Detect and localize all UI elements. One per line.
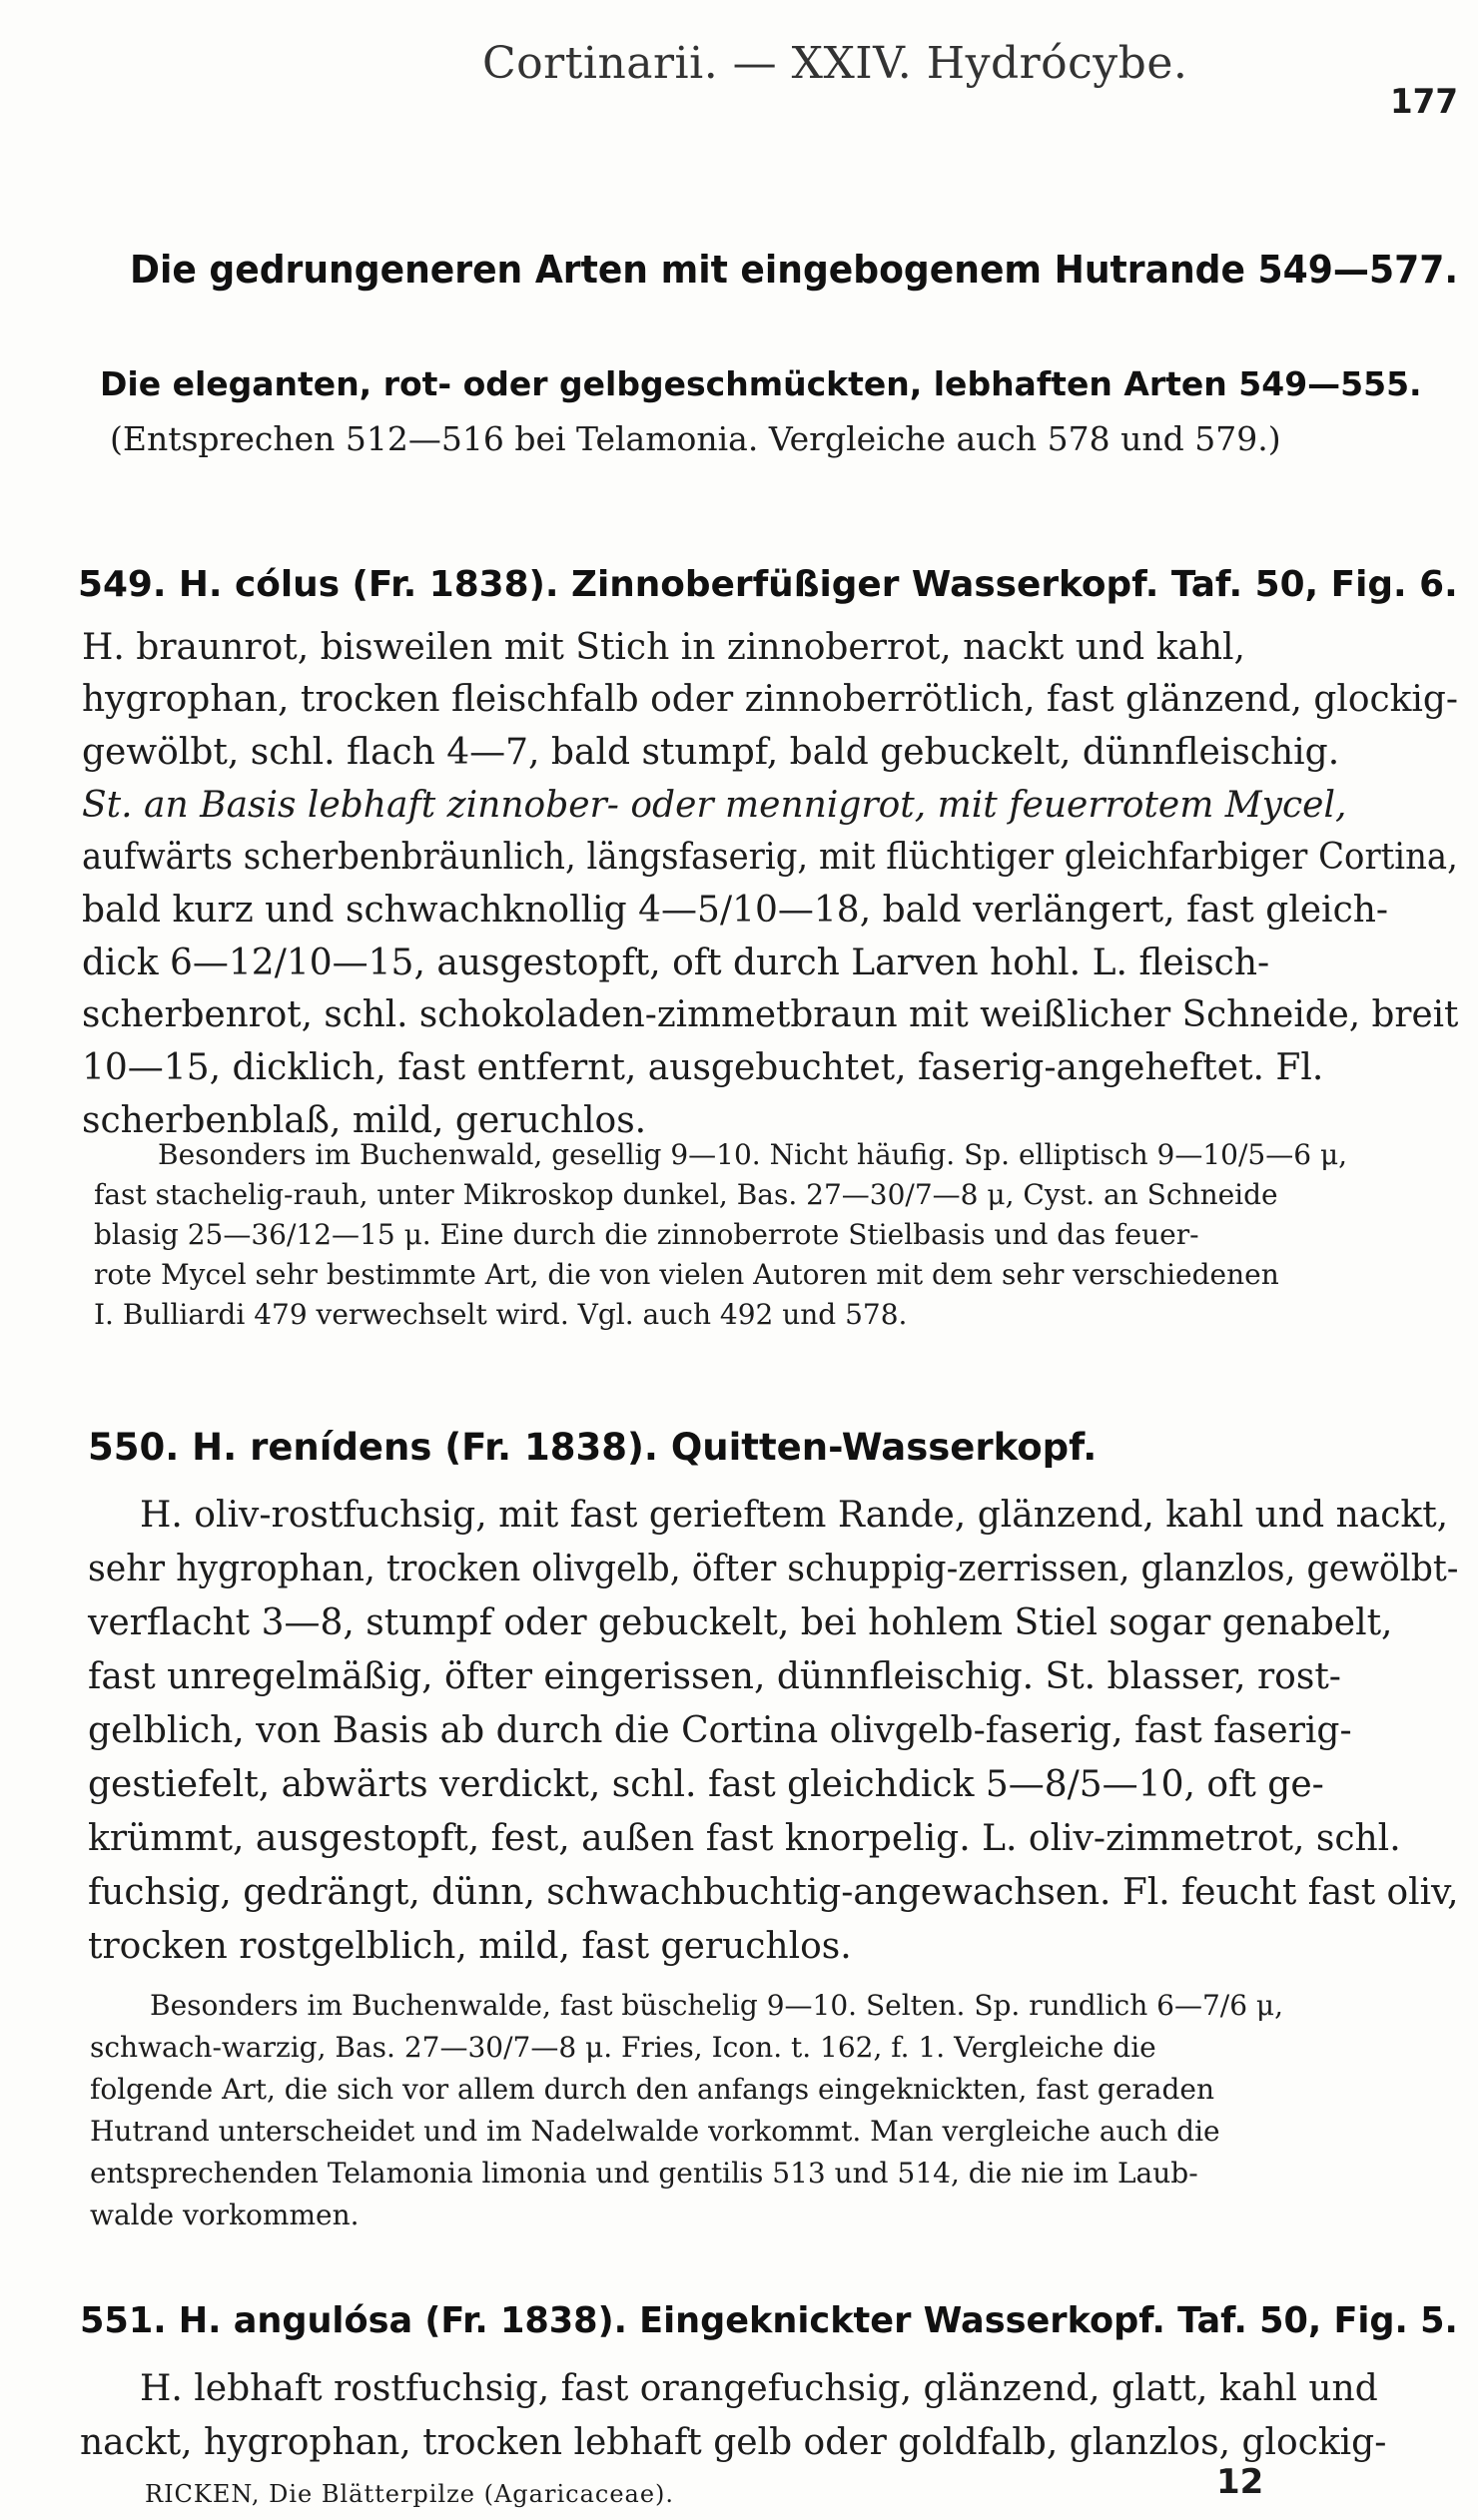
entry-550-note-line: Hutrand unterscheidet und im Nadelwalde vorkommt. Man vergleiche auch die bbox=[90, 2115, 1220, 2148]
entry-550-note-line: folgende Art, die sich vor allem durch den anfangs eingeknickten, fast geraden bbox=[90, 2073, 1215, 2106]
entry-550-line: trocken rostgelblich, mild, fast geruchlos. bbox=[88, 1926, 852, 1967]
section-a-heading: Die gedrungeneren Arten mit eingebogenem Hutrande 549—577. bbox=[130, 248, 1459, 292]
entry-551-heading: 551. H. angulósa (Fr. 1838). Eingeknickter Wasserkopf. Taf. 50, Fig. 5. bbox=[80, 2300, 1458, 2341]
entry-549-note-line: fast stachelig-rauh, unter Mikroskop dunkel, Bas. 27—30/7—8 μ, Cyst. an Schneide bbox=[94, 1178, 1278, 1211]
entry-549-line: hygrophan, trocken fleischfalb oder zinnoberrötlich, fast glänzend, glockig- bbox=[82, 679, 1459, 720]
entry-550-line: gelblich, von Basis ab durch die Cortina olivgelb-faserig, fast faserig- bbox=[88, 1710, 1352, 1751]
entry-549-note-line: I. Bulliardi 479 verwechselt wird. Vgl. auch 492 und 578. bbox=[94, 1298, 908, 1331]
entry-550-line: fuchsig, gedrängt, dünn, schwachbuchtig-angewachsen. Fl. feucht fast oliv, bbox=[88, 1872, 1459, 1913]
entry-550-line: krümmt, ausgestopft, fest, außen fast knorpelig. L. oliv-zimmetrot, schl. bbox=[88, 1818, 1401, 1859]
entry-549-heading: 549. H. cólus (Fr. 1838). Zinnoberfüßiger Wasserkopf. Taf. 50, Fig. 6. bbox=[78, 564, 1458, 605]
entry-550-line: H. oliv-rostfuchsig, mit fast gerieftem Rande, glänzend, kahl und nackt, bbox=[140, 1495, 1449, 1536]
entry-550-line: verflacht 3—8, stumpf oder gebuckelt, bei hohlem Stiel sogar genabelt, bbox=[88, 1602, 1393, 1643]
page-footer: RICKEN, Die Blätterpilze (Agaricaceae). bbox=[145, 2480, 675, 2508]
entry-550-note-line: schwach-warzig, Bas. 27—30/7—8 μ. Fries, Icon. t. 162, f. 1. Vergleiche die bbox=[90, 2031, 1156, 2064]
entry-549-line: 10—15, dicklich, fast entfernt, ausgebuchtet, faserig-angeheftet. Fl. bbox=[82, 1047, 1324, 1088]
entry-550-note-line: walde vorkommen. bbox=[90, 2199, 360, 2231]
entry-551-line: H. lebhaft rostfuchsig, fast orangefuchsig, glänzend, glatt, kahl und bbox=[140, 2368, 1378, 2409]
entry-549-note-line: rote Mycel sehr bestimmte Art, die von vielen Autoren mit dem sehr verschiedenen bbox=[94, 1258, 1279, 1291]
entry-549-line: scherbenblaß, mild, geruchlos. bbox=[82, 1100, 647, 1141]
entry-549-line: dick 6—12/10—15, ausgestopft, oft durch Larven hohl. L. fleisch- bbox=[82, 943, 1270, 983]
entry-550-line: sehr hygrophan, trocken olivgelb, öfter schuppig-zerrissen, glanzlos, gewölbt- bbox=[88, 1549, 1459, 1589]
subsection-a-line2: (Entsprechen 512—516 bei Telamonia. Vergleiche auch 578 und 579.) bbox=[110, 419, 1281, 458]
entry-549-note-line: blasig 25—36/12—15 μ. Eine durch die zinnoberrote Stielbasis und das feuer- bbox=[94, 1218, 1199, 1251]
entry-550-heading: 550. H. renídens (Fr. 1838). Quitten-Wasserkopf. bbox=[88, 1426, 1098, 1469]
entry-549-line: bald kurz und schwachknollig 4—5/10—18, bald verlängert, fast gleich- bbox=[82, 890, 1389, 931]
signature-mark: 12 bbox=[1216, 2462, 1264, 2502]
entry-550-line: fast unregelmäßig, öfter eingerissen, dünnfleischig. St. blasser, rost- bbox=[88, 1656, 1341, 1697]
entry-550-note-line: entsprechenden Telamonia limonia und gentilis 513 und 514, die nie im Laub- bbox=[90, 2157, 1198, 2190]
entry-549-line: aufwärts scherbenbräunlich, längsfaserig, mit flüchtiger gleichfarbiger Cortina, bbox=[82, 837, 1458, 878]
entry-550-line: gestiefelt, abwärts verdickt, schl. fast gleichdick 5—8/5—10, oft ge- bbox=[88, 1764, 1324, 1805]
entry-551-line: nackt, hygrophan, trocken lebhaft gelb oder goldfalb, glanzlos, glockig- bbox=[80, 2422, 1387, 2463]
entry-549-line: scherbenrot, schl. schokoladen-zimmetbraun mit weißlicher Schneide, breit bbox=[82, 994, 1459, 1035]
entry-549-line: H. braunrot, bisweilen mit Stich in zinnoberrot, nackt und kahl, bbox=[82, 627, 1245, 668]
subsection-a-line1: Die eleganten, rot- oder gelbgeschmückten, lebhaften Arten 549—555. bbox=[100, 364, 1422, 403]
entry-550-note-line: Besonders im Buchenwalde, fast büschelig 9—10. Selten. Sp. rundlich 6—7/6 μ, bbox=[150, 1989, 1284, 2022]
entry-549-line: St. an Basis lebhaft zinnober- oder mennigrot, mit feuerrotem Mycel, bbox=[82, 785, 1347, 826]
page-number: 177 bbox=[1390, 82, 1458, 122]
entry-549-line: gewölbt, schl. flach 4—7, bald stumpf, bald gebuckelt, dünnfleischig. bbox=[82, 732, 1340, 773]
entry-549-note-line: Besonders im Buchenwald, gesellig 9—10. Nicht häufig. Sp. elliptisch 9—10/5—6 μ, bbox=[158, 1138, 1348, 1171]
running-header: Cortinarii. — XXIV. Hydrócybe. bbox=[482, 38, 1188, 89]
